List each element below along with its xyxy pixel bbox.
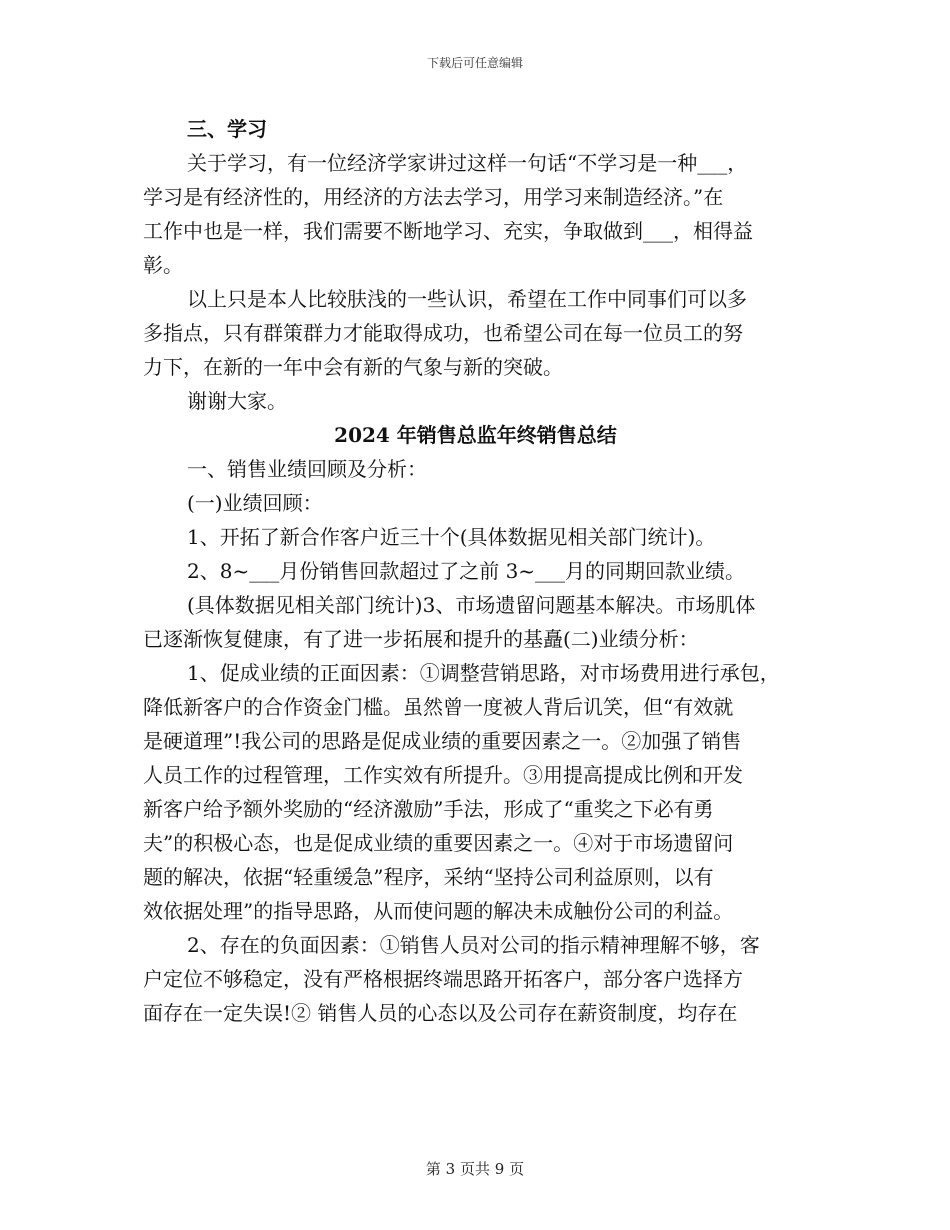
- paragraph-line: 工作中也是一样，我们需要不断地学习、充实，争取做到___，相得益: [143, 219, 753, 243]
- subsection-heading-performance-review: (一)业绩回顾：: [187, 491, 323, 515]
- list-item: 1、开拓了新合作客户近三十个(具体数据见相关部门统计)。: [187, 525, 716, 549]
- section-heading-sales-review: 一、销售业绩回顾及分析：: [187, 457, 427, 481]
- paragraph-line: 力下，在新的一年中会有新的气象与新的突破。: [143, 355, 563, 379]
- paragraph-line: 新客户给予额外奖励的“经济激励”手法，形成了“重奖之下必有勇: [143, 797, 714, 821]
- paragraph-line: 以上只是本人比较肤浅的一些认识，希望在工作中同事们可以多: [187, 287, 747, 311]
- paragraph-line: 学习是有经济性的，用经济的方法去学习，用学习来制造经济。”在: [143, 185, 724, 209]
- closing-line: 谢谢大家。: [187, 389, 287, 413]
- paragraph-line: (具体数据见相关部门统计)3、市场遗留问题基本解决。市场肌体: [187, 593, 756, 617]
- paragraph-line: 面存在一定失误!② 销售人员的心态以及公司存在薪资制度，均存在: [143, 1001, 738, 1025]
- document-title: 2024 年销售总监年终销售总结: [334, 423, 617, 447]
- section-heading-study: 三、学习: [187, 117, 267, 141]
- paragraph-line: 户定位不够稳定，没有严格根据终端思路开拓客户，部分客户选择方: [143, 967, 743, 991]
- paragraph-line: 关于学习，有一位经济学家讲过这样一句话“不学习是一种___，: [187, 151, 748, 175]
- paragraph-line: 彰。: [143, 253, 183, 277]
- paragraph-line: 效依据处理”的指导思路，从而使问题的解决未成触份公司的利益。: [143, 899, 734, 923]
- paragraph-line: 夫”的积极心态，也是促成业绩的重要因素之一。④对于市场遗留问: [143, 831, 734, 855]
- paragraph-line: 已逐渐恢复健康，有了进一步拓展和提升的基矗(二)业绩分析：: [143, 627, 699, 651]
- paragraph-line: 多指点，只有群策群力才能取得成功，也希望公司在每一位员工的努: [143, 321, 743, 345]
- list-item: 2、存在的负面因素：①销售人员对公司的指示精神理解不够，客: [187, 933, 760, 957]
- paragraph-line: 是硬道理”!我公司的思路是促成业绩的重要因素之一。②加强了销售: [143, 729, 742, 753]
- page-indicator: 第 3 页共 9 页: [425, 1160, 525, 1178]
- list-item: 1、促成业绩的正面因素：①调整营销思路，对市场费用进行承包，: [187, 661, 780, 685]
- paragraph-line: 题的解决，依据“轻重缓急”程序，采纳“坚持公司利益原则，以有: [143, 865, 714, 889]
- header-note: 下载后可任意编辑: [426, 56, 523, 70]
- paragraph-line: 人员工作的过程管理，工作实效有所提升。③用提高提成比例和开发: [143, 763, 743, 787]
- paragraph-line: 降低新客户的合作资金门槛。虽然曾一度被人背后讥笑，但“有效就: [143, 695, 734, 719]
- document-body: [143, 112, 808, 1030]
- list-item: 2、8~___月份销售回款超过了之前 3~___月的同期回款业绩。: [187, 559, 746, 583]
